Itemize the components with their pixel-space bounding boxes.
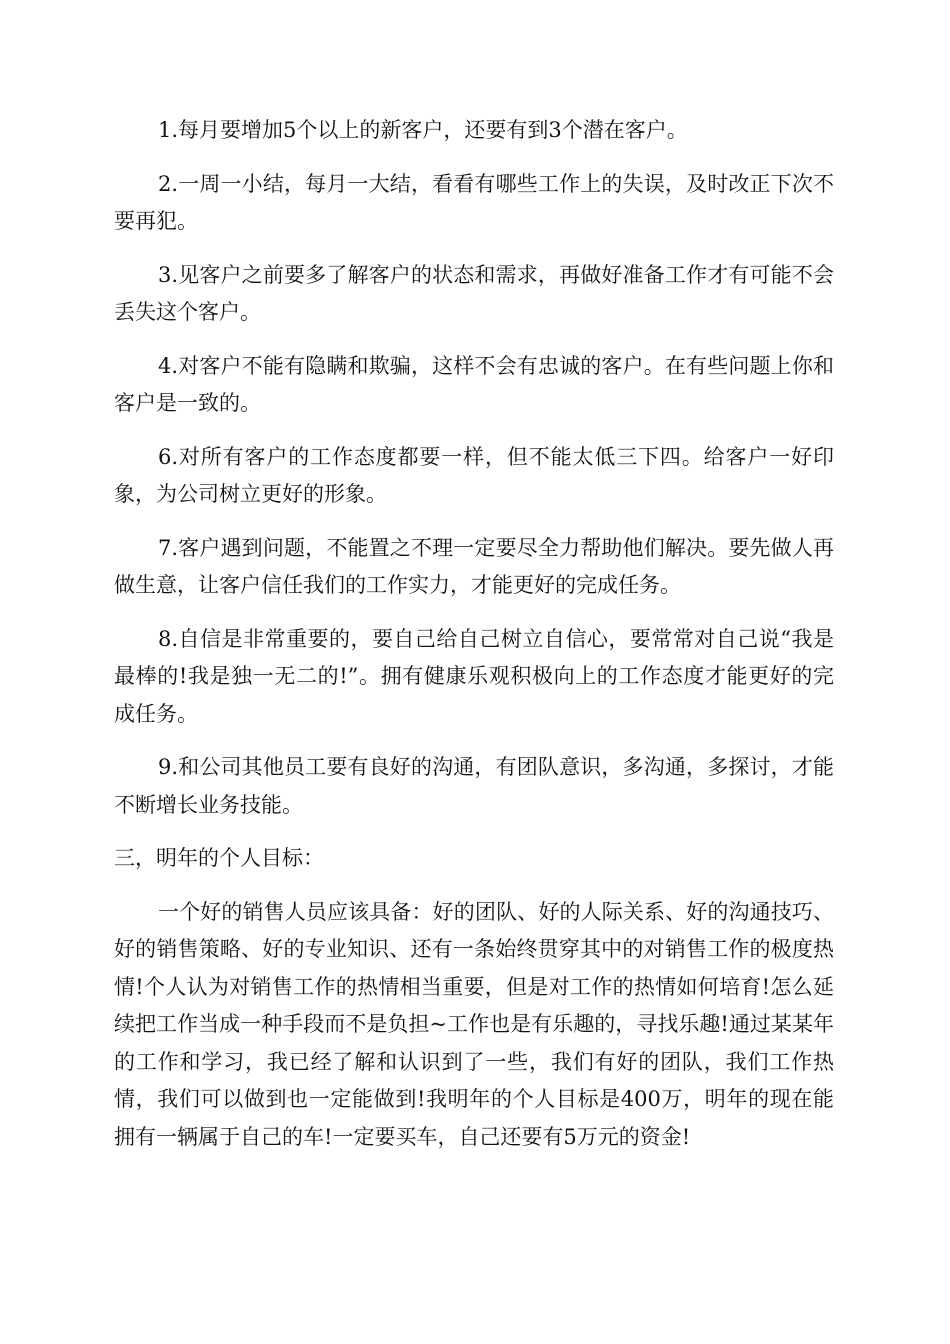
list-item-1: 1.每月要增加5个以上的新客户，还要有到3个潜在客户。: [158, 118, 688, 142]
list-item-4: 4.对客户不能有隐瞒和欺骗，这样不会有忠诚的客户。在有些问题上你和客户是一致的。: [114, 353, 834, 415]
list-item-3: 3.见客户之前要多了解客户的状态和需求，再做好准备工作才有可能不会丢失这个客户。: [114, 262, 834, 324]
list-item-2: 2.一周一小结，每月一大结，看看有哪些工作上的失误，及时改正下次不要再犯。: [114, 171, 834, 233]
document-body: [114, 112, 834, 1172]
list-item-7: 7.客户遇到问题，不能置之不理一定要尽全力帮助他们解决。要先做人再做生意，让客户信任我们的工作实力，才能更好的完成任务。: [114, 535, 834, 597]
list-item-9: 9.和公司其他员工要有良好的沟通，有团队意识，多沟通，多探讨，才能不断增长业务技能。: [114, 755, 834, 817]
list-item-6: 6.对所有客户的工作态度都要一样，但不能太低三下四。给客户一好印象，为公司树立更好的形象。: [114, 444, 834, 506]
section-heading: 三，明年的个人目标：: [114, 846, 324, 870]
closing-paragraph: 一个好的销售人员应该具备：好的团队、好的人际关系、好的沟通技巧、好的销售策略、好的专业知识、还有一条始终贯穿其中的对销售工作的极度热情!个人认为对销售工作的热情相当重要，但是对工作的热情如何培育!怎么延续把工作当成一种手段而不是负担~工作也是有乐趣的，寻找乐趣!通过某某年的工作和学习，我已经了解和认识到了一些，我们有好的团队，我们工作热情，我们可以做到也一定能做到!我明年的个人目标是400万，明年的现在能拥有一辆属于自己的车!一定要买车，自己还要有5万元的资金!: [114, 899, 834, 1149]
list-item-8: 8.自信是非常重要的，要自己给自己树立自信心，要常常对自己说“我是最棒的!我是独一无二的!”。拥有健康乐观积极向上的工作态度才能更好的完成任务。: [114, 626, 834, 726]
